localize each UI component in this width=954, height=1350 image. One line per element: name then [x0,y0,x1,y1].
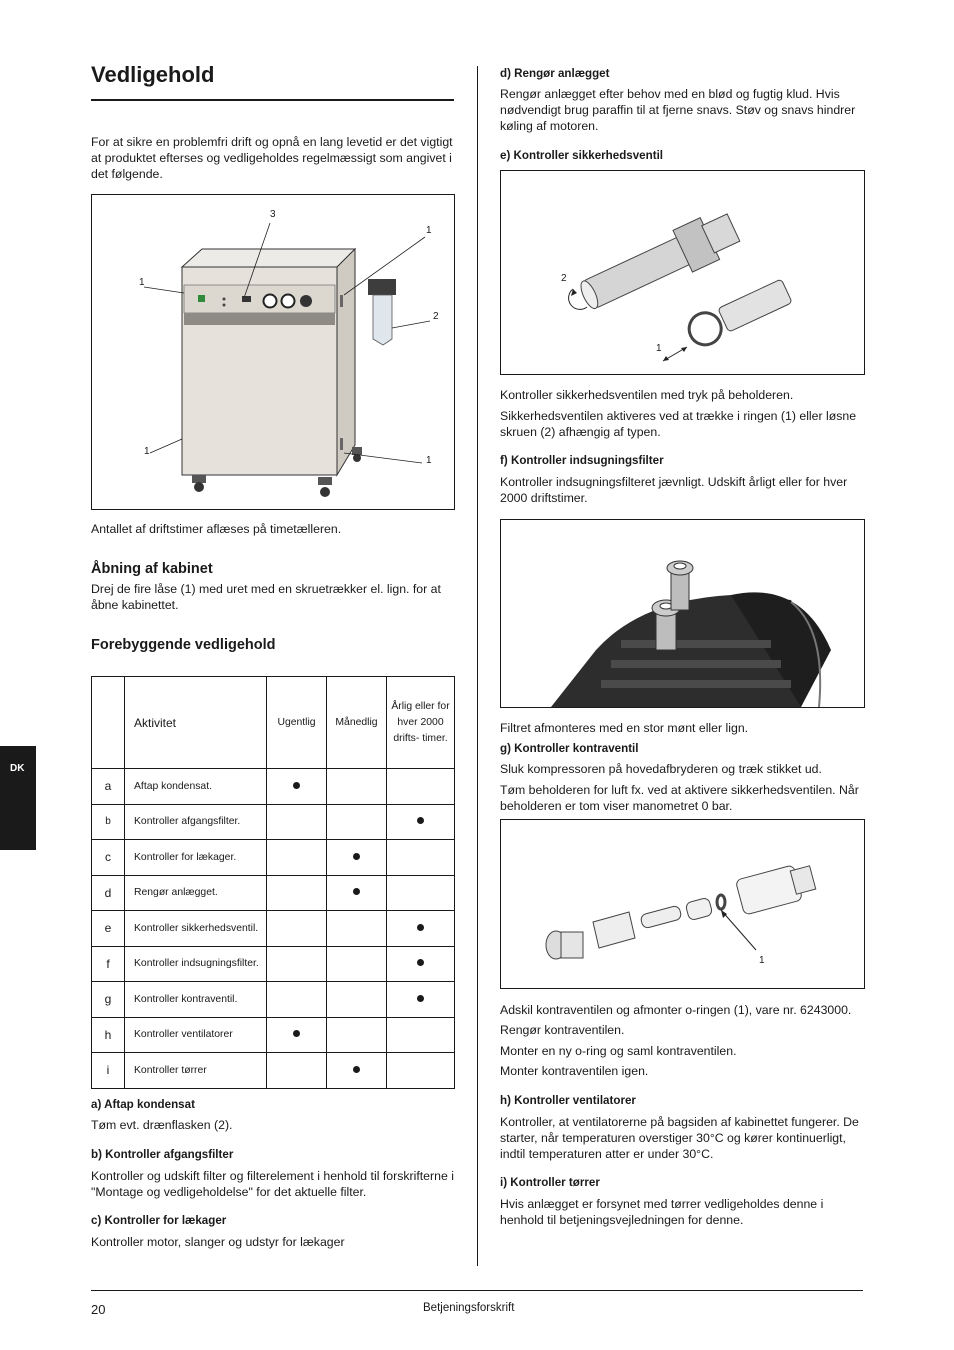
page-title: Vedligehold [91,62,215,87]
row-letter: f [92,946,125,982]
footer-rule [91,1290,863,1291]
cell-yearly [387,946,455,982]
cell-yearly [387,1053,455,1089]
cell-monthly [327,1053,387,1089]
footer-title: Betjeningsforskrift [423,1302,515,1314]
callout-1-bottom-left: 1 [144,446,150,457]
section-d-text: Rengør anlægget efter behov med en blød og fugtig klud. Hvis nødvendigt brug paraffin til at fjerne snavs. Støv og snavs hindrer køling af motoren. [500,87,856,133]
cell-yearly [387,982,455,1018]
frequency-dot [417,995,424,1002]
table-row [92,1053,455,1089]
section-i-text: Hvis anlægget er forsynet med tørrer vedligeholdes denne i henhold til betjeningsvejledningen for denne. [500,1197,824,1227]
cell-yearly [387,840,455,876]
cell-monthly [327,911,387,947]
callout-2: 2 [433,311,439,322]
cell-weekly [267,875,327,911]
cell-monthly [327,840,387,876]
header-activity: Aktivitet [125,677,267,769]
cell-weekly [267,840,327,876]
section-b-heading: b) Kontroller afgangsfilter [91,1148,234,1161]
section-g-text-4: Rengør kontraventilen. [500,1023,625,1037]
page-number: 20 [91,1302,106,1317]
section-h-heading: h) Kontroller ventilatorer [500,1094,636,1107]
section-f-heading: f) Kontroller indsugningsfilter [500,454,664,467]
section-f-text: Kontroller indsugningsfilteret jævnligt. Udskift årligt eller for hver 2000 driftstimer. [500,475,848,505]
section-c-text: Kontroller motor, slanger og udstyr for lækager [91,1235,345,1249]
row-letter: d [92,875,125,911]
section-g-text-1: Sluk kompressoren på hovedafbryderen og træk stikket ud. [500,762,822,776]
section-d-heading: d) Rengør anlægget [500,67,610,80]
row-activity: Kontroller sikkerhedsventil. [125,911,267,947]
table-row [92,840,455,876]
cell-monthly [327,804,387,840]
language-tab [0,746,36,850]
callout-1-bottom-right: 1 [426,455,432,466]
header-monthly: Månedlig [327,677,387,769]
language-tab-label: DK [10,763,25,774]
section-a-heading: a) Aftap kondensat [91,1098,195,1111]
cell-yearly [387,1017,455,1053]
row-letter: h [92,1017,125,1053]
frequency-dot [353,888,360,895]
table-row [92,804,455,840]
row-activity: Kontroller afgangsfilter. [125,804,267,840]
section-b-text: Kontroller og udskift filter og filterelement i henhold til forskrifterne i "Montage og vedligeholdelse" for det aktuelle filter. [91,1169,454,1199]
column-divider [477,66,478,1266]
cell-monthly [327,875,387,911]
fig1-caption: Antallet af driftstimer aflæses på timetælleren. [91,522,342,536]
title-rule [91,99,454,101]
safety-valve-illustration [501,171,864,374]
frequency-dot [417,817,424,824]
cell-yearly [387,911,455,947]
cabinet-illustration [92,195,454,509]
cell-yearly [387,875,455,911]
row-activity: Kontroller kontraventil. [125,982,267,1018]
cell-monthly [327,946,387,982]
cell-monthly [327,1017,387,1053]
safety-valve-figure [500,170,865,375]
cell-weekly [267,946,327,982]
preventive-heading: Forebyggende vedligehold [91,637,276,653]
row-letter: e [92,911,125,947]
row-letter: a [92,769,125,805]
table-header-row [92,677,455,769]
cell-yearly [387,769,455,805]
callout-2: 2 [561,273,567,284]
section-e-text-1: Kontroller sikkerhedsventilen med tryk på beholderen. [500,388,794,402]
intake-filter-illustration [501,520,864,707]
table-row [92,1017,455,1053]
section-g-text-2: Tøm beholderen for luft fx. ved at aktivere sikkerhedsventilen. Når beholderen er tom viser manometret 0 bar. [500,783,859,813]
callout-1: 1 [759,955,765,966]
section-c-heading: c) Kontroller for lækager [91,1214,227,1227]
section-g-text-5: Monter en ny o-ring og saml kontraventilen. [500,1044,737,1058]
maintenance-table [91,676,455,1089]
frequency-dot [353,1066,360,1073]
row-letter: i [92,1053,125,1089]
cell-yearly [387,804,455,840]
header-yearly: Årlig eller for hver 2000 drifts- timer. [387,677,455,769]
section-g-text-3: Adskil kontraventilen og afmonter o-ringen (1), vare nr. 6243000. [500,1003,852,1017]
row-activity: Kontroller tørrer [125,1053,267,1089]
row-activity: Kontroller indsugningsfilter. [125,946,267,982]
check-valve-illustration [501,820,864,988]
check-valve-figure [500,819,865,989]
callout-3: 3 [270,209,276,220]
section-i-heading: i) Kontroller tørrer [500,1176,600,1189]
header-weekly: Ugentlig [267,677,327,769]
cell-weekly [267,804,327,840]
section-a-text: Tøm evt. drænflasken (2). [91,1118,233,1132]
cell-weekly [267,982,327,1018]
table-row [92,911,455,947]
cabinet-heading: Åbning af kabinet [91,561,213,577]
section-e-text-2: Sikkerhedsventilen aktiveres ved at trække i ringen (1) eller løsne skruen (2) afhængig af typen. [500,409,857,439]
frequency-dot [293,782,300,789]
section-g-text-6: Monter kontraventilen igen. [500,1064,649,1078]
row-activity: Aftap kondensat. [125,769,267,805]
cabinet-figure [91,194,455,510]
callout-1-top-right: 1 [426,225,432,236]
row-activity: Rengør anlægget. [125,875,267,911]
frequency-dot [293,1030,300,1037]
frequency-dot [353,853,360,860]
table-row [92,769,455,805]
intake-filter-figure [500,519,865,708]
cell-weekly [267,1017,327,1053]
cell-monthly [327,769,387,805]
row-letter: c [92,840,125,876]
cell-monthly [327,982,387,1018]
row-activity: Kontroller for lækager. [125,840,267,876]
cell-weekly [267,911,327,947]
section-h-text: Kontroller, at ventilatorerne på bagsiden af kabinettet fungerer. De starter, når temperaturen overstiger 30°C og kører kontinuerligt, indtil temperaturen atter er under 30°C. [500,1115,859,1161]
intro-text: For at sikre en problemfri drift og opnå en lang levetid er det vigtigt at produktet efterses og vedligeholdes regelmæssigt som angivet i det følgende. [91,135,453,181]
frequency-dot [417,959,424,966]
row-letter: g [92,982,125,1018]
table-row [92,982,455,1018]
section-e-heading: e) Kontroller sikkerhedsventil [500,149,664,162]
section-f-after: Filtret afmonteres med en stor mønt eller lign. [500,721,749,735]
cabinet-text: Drej de fire låse (1) med uret med en skruetrækker el. lign. for at åbne kabinettet. [91,582,441,612]
row-letter: b [92,804,125,840]
cell-weekly [267,1053,327,1089]
section-g-heading: g) Kontroller kontraventil [500,742,639,755]
frequency-dot [417,924,424,931]
callout-1: 1 [656,343,662,354]
table-row [92,946,455,982]
row-activity: Kontroller ventilatorer [125,1017,267,1053]
table-row [92,875,455,911]
callout-1-left: 1 [139,277,145,288]
cell-weekly [267,769,327,805]
